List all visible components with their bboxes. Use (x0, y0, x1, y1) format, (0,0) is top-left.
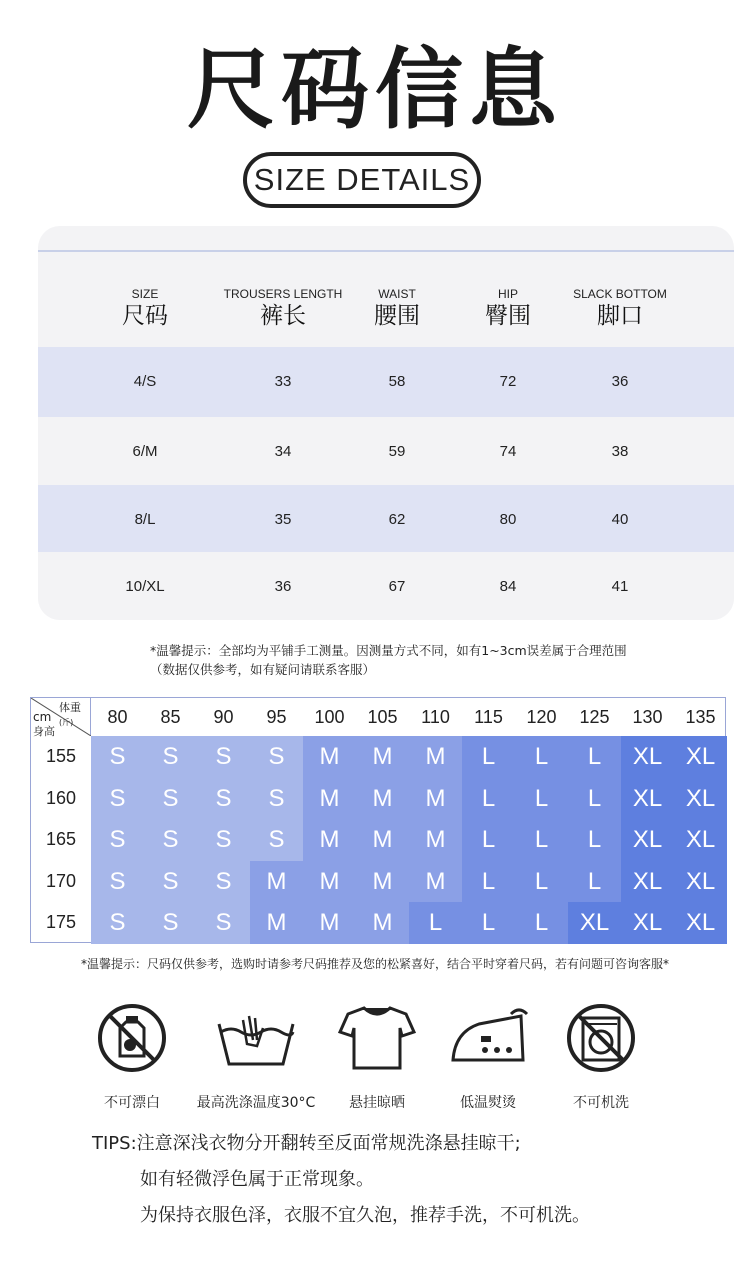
size-cell: XL (621, 861, 674, 903)
size-cell: M (250, 861, 303, 903)
grid-corner (31, 698, 91, 736)
note-line: *温馨提示：全部均为平铺手工测量。因测量方式不同，如有1~3cm误差属于合理范围 (150, 643, 627, 658)
care-item (322, 1002, 432, 1112)
size-cell: L (462, 861, 515, 903)
weight-header: 85 (160, 707, 181, 727)
size-cell: M (409, 861, 462, 903)
low-iron-icon (445, 1002, 531, 1074)
table-cell: 80 (499, 511, 517, 528)
size-cell: M (356, 902, 409, 944)
note-line: （数据仅供参考，如有疑问请联系客服） (150, 662, 376, 677)
care-item (188, 1002, 324, 1112)
size-cell: S (91, 736, 144, 778)
column-en-label: HIP (497, 287, 518, 301)
table-cell: 38 (611, 443, 629, 460)
size-recommendation-grid (30, 697, 726, 943)
size-cell: S (197, 736, 250, 778)
size-cell: L (568, 861, 621, 903)
weight-label (59, 699, 90, 728)
weight-header: 80 (107, 707, 128, 727)
height-header: 170 (45, 870, 77, 891)
weight-header: 125 (579, 707, 610, 727)
table-cell: 33 (274, 373, 292, 390)
weight-label-text: 体重 (59, 701, 81, 714)
size-cell: XL (674, 736, 727, 778)
size-cell: S (197, 778, 250, 820)
weight-header: 120 (526, 707, 557, 727)
care-label: 最高洗涤温度30°C (196, 1095, 316, 1111)
size-cell: XL (568, 902, 621, 944)
size-table-header (38, 286, 734, 346)
washing-tips (92, 1126, 590, 1234)
subtitle-pill: SIZE DETAILS (243, 152, 481, 208)
no-machine-wash-icon (565, 1002, 637, 1074)
size-cell: L (462, 736, 515, 778)
weight-unit: (斤) (59, 718, 74, 727)
size-cell: M (356, 861, 409, 903)
size-cell: M (409, 819, 462, 861)
table-cell: 62 (388, 511, 406, 528)
table-cell: 67 (388, 578, 406, 595)
size-cell: S (144, 778, 197, 820)
table-cell: 34 (274, 443, 292, 460)
size-cell: M (356, 736, 409, 778)
weight-header: 135 (685, 707, 716, 727)
size-cell: M (409, 778, 462, 820)
column-cn-label: 裤长 (260, 303, 306, 329)
table-row (38, 552, 734, 620)
table-cell: 36 (611, 373, 629, 390)
size-cell: S (91, 902, 144, 944)
care-item (546, 1002, 656, 1112)
size-cell: L (568, 778, 621, 820)
size-cell: L (515, 861, 568, 903)
measurement-note (150, 641, 627, 679)
table-cell: 74 (499, 443, 517, 460)
recommendation-note: *温馨提示：尺码仅供参考，选购时请参考尺码推荐及您的松紧喜好，结合平时穿着尺码，若有问题可咨询客服* (80, 957, 669, 971)
size-cell: S (197, 819, 250, 861)
size-cell: L (515, 819, 568, 861)
tips-line: 为保持衣服色泽，衣服不宜久泡，推荐手洗，不可机洗。 (140, 1205, 590, 1226)
height-label: 身高 (33, 725, 55, 738)
size-cell: L (409, 902, 462, 944)
size-cell: L (515, 778, 568, 820)
hang-dry-icon (336, 1002, 418, 1074)
table-cell: 72 (499, 373, 517, 390)
height-header: 165 (45, 829, 77, 849)
care-item (77, 1002, 187, 1112)
table-cell: 36 (274, 578, 292, 595)
size-cell: M (409, 736, 462, 778)
size-cell: XL (674, 902, 727, 944)
table-cell: 40 (611, 511, 629, 528)
table-cell: 58 (388, 373, 406, 390)
size-cell: XL (621, 778, 674, 820)
size-cell: M (356, 778, 409, 820)
size-cell: L (515, 736, 568, 778)
weight-header: 95 (266, 707, 287, 727)
column-cn-label: 尺码 (122, 303, 168, 329)
size-cell: S (250, 736, 303, 778)
table-row (38, 347, 734, 417)
divider (38, 250, 734, 252)
care-label: 悬挂晾晒 (349, 1095, 405, 1111)
table-cell: 59 (388, 443, 406, 460)
tips-line: TIPS:注意深浅衣物分开翻转至反面常规洗涤悬挂晾干; (92, 1133, 521, 1154)
size-cell: S (197, 861, 250, 903)
column-en-label: SLACK BOTTOM (573, 287, 667, 301)
size-cell: S (91, 778, 144, 820)
table-cell: 84 (499, 578, 517, 595)
care-label: 低温熨烫 (460, 1095, 516, 1111)
table-row (38, 485, 734, 555)
size-cell: L (515, 902, 568, 944)
size-cell: S (144, 902, 197, 944)
size-cell: S (144, 861, 197, 903)
size-cell: M (356, 819, 409, 861)
max-wash-temp-icon (213, 1002, 299, 1074)
column-cn-label: 腰围 (374, 303, 420, 329)
no-bleach-icon (96, 1002, 168, 1074)
height-header: 155 (45, 746, 77, 766)
height-header: 160 (45, 787, 77, 808)
size-cell: L (568, 819, 621, 861)
size-cell: L (462, 778, 515, 820)
table-cell: 6/M (132, 443, 158, 460)
size-cell: S (250, 778, 303, 820)
size-cell: M (250, 902, 303, 944)
weight-header: 90 (213, 707, 234, 727)
size-cell: S (250, 819, 303, 861)
column-header-size (75, 286, 215, 330)
size-cell: M (303, 778, 356, 820)
table-cell: 8/L (134, 511, 156, 528)
column-en-label: TROUSERS LENGTH (223, 287, 343, 301)
size-cell: XL (674, 778, 727, 820)
size-table (38, 226, 734, 620)
weight-header: 130 (632, 707, 663, 727)
size-cell: M (303, 736, 356, 778)
tips-line: 如有轻微浮色属于正常现象。 (140, 1169, 374, 1190)
height-header: 175 (45, 912, 77, 932)
table-cell: 35 (274, 511, 292, 528)
size-cell: S (144, 819, 197, 861)
table-cell: 4/S (133, 373, 157, 390)
size-cell: L (568, 736, 621, 778)
size-cell: XL (621, 819, 674, 861)
weight-header: 105 (367, 707, 398, 727)
size-cell: M (303, 819, 356, 861)
column-en-label: WAIST (378, 287, 416, 301)
care-item (428, 1002, 548, 1112)
care-label: 不可漂白 (104, 1095, 160, 1111)
column-en-label: SIZE (131, 287, 159, 301)
size-cell: L (462, 902, 515, 944)
weight-header: 115 (474, 707, 503, 727)
size-cell: XL (674, 819, 727, 861)
table-cell: 10/XL (125, 578, 165, 595)
table-row (38, 417, 734, 487)
weight-header: 100 (314, 707, 345, 727)
column-cn-label: 臀围 (485, 303, 531, 329)
size-cell: L (462, 819, 515, 861)
table-cell: 41 (611, 578, 629, 595)
size-cell: M (303, 902, 356, 944)
size-cell: XL (674, 861, 727, 903)
size-cell: XL (621, 736, 674, 778)
column-cn-label: 脚口 (597, 303, 643, 329)
size-cell: S (91, 819, 144, 861)
cm-label: cm (33, 710, 52, 724)
column-header-slack-bottom (550, 286, 690, 330)
care-label: 不可机洗 (573, 1095, 629, 1111)
page-title: 尺码信息 (186, 38, 563, 141)
size-cell: XL (621, 902, 674, 944)
size-cell: S (144, 736, 197, 778)
size-cell: M (303, 861, 356, 903)
weight-header: 110 (421, 707, 450, 727)
size-cell: S (91, 861, 144, 903)
size-cell: S (197, 902, 250, 944)
